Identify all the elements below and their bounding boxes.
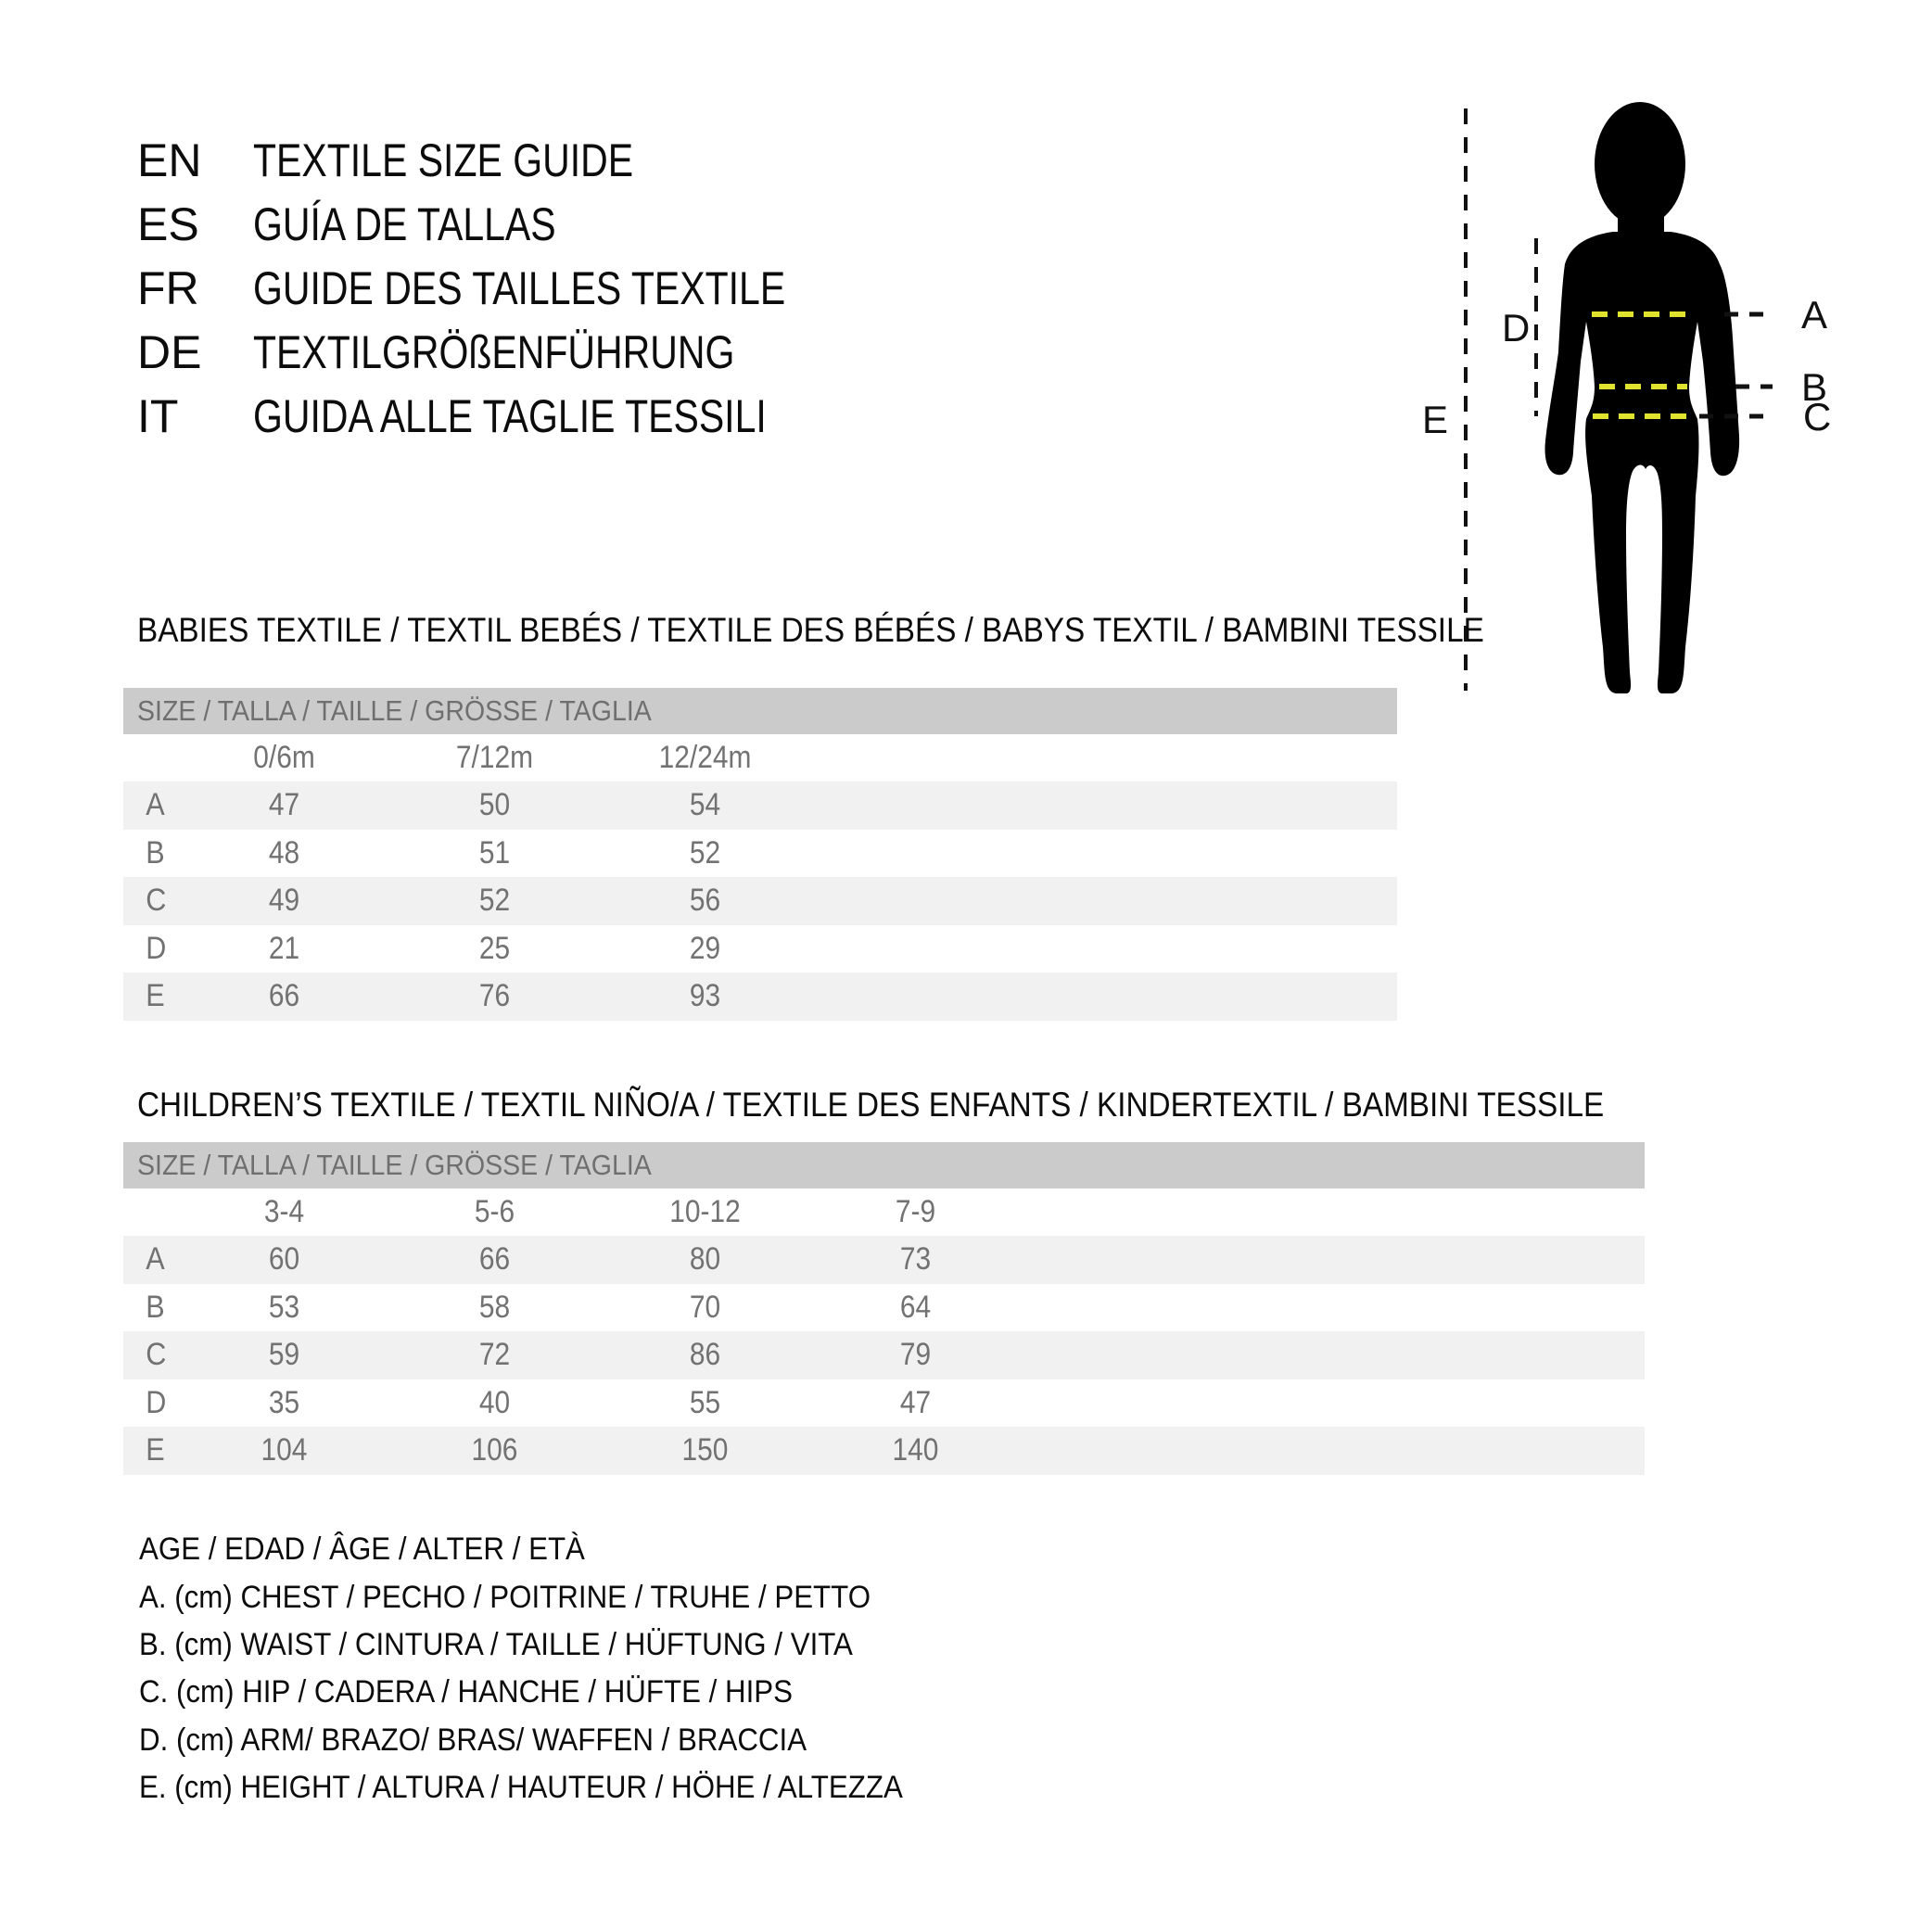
table-cell: 59 (268, 1337, 300, 1373)
table-row (123, 782, 1397, 830)
table-cell: 55 (689, 1384, 721, 1420)
lang-code: DE (137, 325, 202, 378)
row-label: E (146, 978, 165, 1014)
table-cell: 54 (689, 787, 721, 823)
table-cell: 76 (478, 978, 511, 1014)
column-header: 5-6 (474, 1194, 515, 1229)
lang-code: EN (137, 133, 202, 186)
column-header: 3-4 (263, 1194, 305, 1229)
table-row (123, 1284, 1645, 1332)
table-cell: 66 (268, 978, 300, 1014)
table-cell: 106 (471, 1432, 518, 1468)
legend-line-height: E. (cm) HEIGHT / ALTURA / HAUTEUR / HÖHE / ALTEZZA (139, 1770, 903, 1806)
table-cell: 72 (478, 1337, 511, 1373)
row-label: B (146, 834, 165, 871)
table-cell: 150 (681, 1432, 729, 1468)
lang-title: TEXTILGRÖßENFÜHRUNG (253, 325, 735, 378)
row-label: C (146, 1337, 167, 1373)
table-cell: 51 (478, 834, 511, 871)
measure-label-c: C (1803, 395, 1832, 439)
children-column-header-row (123, 1188, 1645, 1236)
column-header: 7-9 (895, 1194, 936, 1229)
column-header: 0/6m (253, 740, 315, 775)
table-cell: 52 (689, 834, 721, 871)
language-titles-block (137, 128, 902, 448)
table-cell: 73 (899, 1241, 932, 1277)
lang-row-fr (137, 256, 902, 320)
table-row (123, 972, 1397, 1021)
table-row (123, 1379, 1645, 1428)
lang-title: TEXTILE SIZE GUIDE (253, 133, 634, 186)
table-cell: 140 (892, 1432, 939, 1468)
lang-code: FR (137, 261, 199, 314)
table-cell: 86 (689, 1337, 721, 1373)
measure-label-b: B (1801, 365, 1828, 409)
lang-title: GUÍA DE TALLAS (253, 197, 556, 250)
lang-row-de (137, 320, 902, 384)
table-cell: 104 (261, 1432, 308, 1468)
babies-column-header-row (123, 734, 1397, 782)
table-cell: 66 (478, 1241, 511, 1277)
table-cell: 40 (478, 1384, 511, 1420)
row-label: B (146, 1289, 165, 1325)
table-cell: 47 (899, 1384, 932, 1420)
legend-line-chest: A. (cm) CHEST / PECHO / POITRINE / TRUHE / PETTO (139, 1579, 871, 1615)
table-cell: 56 (689, 883, 721, 919)
table-row (123, 830, 1397, 878)
table-row (123, 1331, 1645, 1379)
babies-section-title: BABIES TEXTILE / TEXTIL BEBÉS / TEXTILE DES BÉBÉS / BABYS TEXTIL / BAMBINI TESSILE (137, 611, 1484, 649)
table-cell: 52 (478, 883, 511, 919)
table-row (123, 1236, 1645, 1284)
children-size-table (123, 1142, 1645, 1475)
legend-line-hip: C. (cm) HIP / CADERA / HANCHE / HÜFTE / HIPS (139, 1674, 794, 1710)
table-cell: 29 (689, 930, 721, 966)
children-size-header-bar: SIZE / TALLA / TAILLE / GRÖSSE / TAGLIA (123, 1142, 1645, 1188)
column-header: 10-12 (669, 1194, 741, 1229)
table-cell: 60 (268, 1241, 300, 1277)
row-label: D (146, 1384, 167, 1420)
row-label: A (146, 787, 165, 823)
lang-title: GUIDA ALLE TAGLIE TESSILI (253, 389, 767, 442)
row-label: E (146, 1432, 165, 1468)
lang-title: GUIDE DES TAILLES TEXTILE (253, 261, 786, 314)
table-cell: 35 (268, 1384, 300, 1420)
table-cell: 25 (478, 930, 511, 966)
lang-row-it (137, 384, 902, 448)
column-header: 7/12m (455, 740, 534, 775)
measure-label-d: D (1502, 306, 1531, 350)
column-header: 12/24m (658, 740, 752, 775)
row-label: C (146, 883, 167, 919)
measure-label-e: E (1422, 398, 1449, 441)
table-cell: 48 (268, 834, 300, 871)
table-row (123, 925, 1397, 973)
table-cell: 93 (689, 978, 721, 1014)
measurement-legend (139, 1526, 969, 1811)
children-section-title: CHILDREN’S TEXTILE / TEXTIL NIÑO/A / TEXTILE DES ENFANTS / KINDERTEXTIL / BAMBINI TESSILE (137, 1086, 1605, 1124)
table-row (123, 1427, 1645, 1475)
table-cell: 47 (268, 787, 300, 823)
legend-line-age: AGE / EDAD / ÂGE / ALTER / ETÀ (139, 1532, 585, 1568)
lang-code: IT (137, 389, 179, 442)
babies-size-header-bar: SIZE / TALLA / TAILLE / GRÖSSE / TAGLIA (123, 688, 1397, 734)
table-cell: 80 (689, 1241, 721, 1277)
legend-line-arm: D. (cm) ARM/ BRAZO/ BRAS/ WAFFEN / BRACCIA (139, 1722, 807, 1758)
row-label: D (146, 930, 167, 966)
lang-code: ES (137, 197, 199, 250)
table-cell: 50 (478, 787, 511, 823)
table-cell: 64 (899, 1289, 932, 1325)
row-label: A (146, 1241, 165, 1277)
table-cell: 53 (268, 1289, 300, 1325)
table-cell: 49 (268, 883, 300, 919)
table-cell: 21 (268, 930, 300, 966)
legend-line-waist: B. (cm) WAIST / CINTURA / TAILLE / HÜFTUNG / VITA (139, 1626, 853, 1662)
babies-size-table (123, 688, 1397, 1021)
measure-label-a: A (1801, 293, 1828, 337)
child-silhouette (1545, 102, 1740, 693)
lang-row-es (137, 192, 902, 256)
lang-row-en (137, 128, 902, 192)
table-cell: 58 (478, 1289, 511, 1325)
table-row (123, 877, 1397, 925)
table-cell: 79 (899, 1337, 932, 1373)
table-cell: 70 (689, 1289, 721, 1325)
